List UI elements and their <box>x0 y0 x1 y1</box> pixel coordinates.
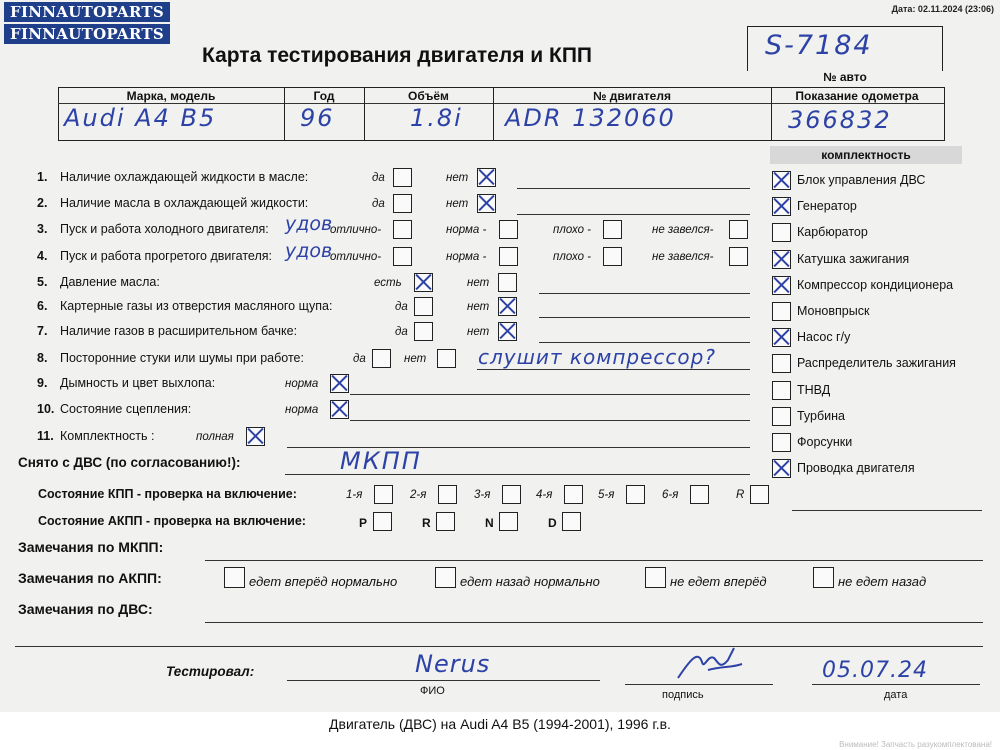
option-label: отлично- <box>330 224 382 236</box>
row-label: Наличие масла в охлаждающей жидкости: <box>60 196 309 210</box>
checkbox[interactable] <box>393 220 412 239</box>
checkbox[interactable] <box>437 349 456 368</box>
option-label: норма - <box>446 251 487 263</box>
date-line <box>812 684 980 685</box>
date-label: дата <box>884 689 908 701</box>
checkbox[interactable] <box>729 220 748 239</box>
checkbox[interactable] <box>603 247 622 266</box>
kit-checkbox[interactable] <box>772 459 791 478</box>
akpp-option-label: едет вперёд нормально <box>249 574 398 589</box>
note-line <box>350 394 750 395</box>
akpp-option-checkbox[interactable] <box>645 567 666 588</box>
engine-label: № двигателя <box>593 89 671 103</box>
option-label: нет <box>446 198 469 210</box>
kit-item-label: Карбюратор <box>797 225 868 240</box>
checkbox-checked[interactable] <box>498 322 517 341</box>
checkbox-checked[interactable] <box>330 374 349 393</box>
gear-checkbox[interactable] <box>438 485 457 504</box>
akpp-option-checkbox[interactable] <box>224 567 245 588</box>
car-number-label: № авто <box>823 70 867 84</box>
remarks-mkpp: Замечания по МКПП: <box>18 539 164 555</box>
gear-checkbox[interactable] <box>690 485 709 504</box>
kit-item-label: Катушка зажигания <box>797 251 910 266</box>
row-number: 4. <box>37 249 48 263</box>
kit-checkbox[interactable] <box>772 302 791 321</box>
handwritten-note: удов <box>285 213 333 235</box>
gear-label: N <box>485 516 494 530</box>
kit-checkbox[interactable] <box>772 250 791 269</box>
form-title: Карта тестирования двигателя и КПП <box>202 44 593 67</box>
option-label: норма <box>285 378 319 390</box>
year-label: Год <box>313 89 335 103</box>
watermark-logo-2: FINNAUTOPARTS <box>4 24 170 44</box>
akpp-label: Состояние АКПП - проверка на включение: <box>38 514 306 528</box>
option-label: нет <box>446 172 469 184</box>
checkbox[interactable] <box>393 168 412 187</box>
gear-label: R <box>736 489 745 501</box>
sign-line <box>625 684 773 685</box>
note-line <box>285 474 750 475</box>
row-number: 6. <box>37 299 48 313</box>
akpp-option-label: не едет назад <box>838 574 927 589</box>
gear-label: D <box>548 516 557 530</box>
gear-checkbox[interactable] <box>626 485 645 504</box>
checkbox[interactable] <box>372 349 391 368</box>
option-label: норма <box>285 404 319 416</box>
option-label: нет <box>467 277 490 289</box>
remarks-akpp: Замечания по АКПП: <box>18 570 162 586</box>
handwritten-note: слушит компрессор? <box>478 345 716 369</box>
row-number: 10. <box>37 402 55 416</box>
fio-label: ФИО <box>420 685 445 697</box>
kit-checkbox[interactable] <box>772 381 791 400</box>
signature-icon <box>668 640 748 685</box>
gear-checkbox[interactable] <box>750 485 769 504</box>
gear-label: P <box>359 516 368 530</box>
kit-checkbox[interactable] <box>772 223 791 242</box>
option-label: есть <box>374 277 402 289</box>
gear-checkbox[interactable] <box>374 485 393 504</box>
option-label: да <box>395 326 408 338</box>
footer-watermark: Внимание! Запчасть разукомплектована! <box>839 740 992 749</box>
note-line <box>15 646 983 647</box>
row-number: 8. <box>37 351 48 365</box>
kit-item-label: Моновпрыск <box>797 304 870 318</box>
row-label: Комплектность : <box>60 429 155 443</box>
option-label: плохо - <box>553 224 591 236</box>
gear-checkbox[interactable] <box>502 485 521 504</box>
row-label: Наличие охлаждающей жидкости в масле: <box>60 170 309 184</box>
watermark-logo: FINNAUTOPARTS <box>4 2 170 22</box>
row-label: Дымность и цвет выхлопа: <box>60 376 216 390</box>
checkbox[interactable] <box>603 220 622 239</box>
removed-value: МКПП <box>340 447 422 475</box>
volume-label: Объём <box>408 89 449 103</box>
kit-checkbox[interactable] <box>772 407 791 426</box>
row-label: Состояние сцепления: <box>60 402 192 416</box>
capture-date: Дата: 02.11.2024 (23:06) <box>891 4 994 14</box>
option-label: норма - <box>446 224 487 236</box>
note-line <box>517 188 750 189</box>
image-caption: Двигатель (ДВС) на Audi A4 B5 (1994-2001), 1996 г.в. <box>329 716 671 732</box>
gear-label: 2-я <box>410 489 427 501</box>
option-label: нет <box>467 301 490 313</box>
row-number: 2. <box>37 196 48 210</box>
sign-label: подпись <box>662 689 704 701</box>
car-number-handwritten: S-7184 <box>765 30 873 61</box>
kit-header: комплектность <box>770 146 962 164</box>
row-number: 9. <box>37 376 48 390</box>
gear-label: 5-я <box>598 489 615 501</box>
row-number: 11. <box>37 429 54 443</box>
checkbox-checked[interactable] <box>498 297 517 316</box>
note-line <box>517 214 750 215</box>
note-line <box>539 293 750 294</box>
checkbox[interactable] <box>729 247 748 266</box>
kit-checkbox[interactable] <box>772 433 791 452</box>
checkbox[interactable] <box>499 247 518 266</box>
checkbox[interactable] <box>499 220 518 239</box>
option-label: плохо - <box>553 251 591 263</box>
akpp-option-checkbox[interactable] <box>813 567 834 588</box>
kit-item-label: Турбина <box>797 408 845 423</box>
row-label: Наличие газов в расширительном бачке: <box>60 324 298 338</box>
tested-label: Тестировал: <box>166 664 255 679</box>
note-line <box>205 560 983 561</box>
note-line <box>792 510 982 511</box>
kit-checkbox[interactable] <box>772 276 791 295</box>
gear-label: 3-я <box>474 489 491 501</box>
note-line <box>350 420 750 421</box>
odometer-label: Показание одометра <box>795 89 919 103</box>
option-label: да <box>353 353 366 365</box>
kit-checkbox[interactable] <box>772 354 791 373</box>
option-label: не завелся- <box>652 224 714 236</box>
option-label: полная <box>196 431 234 443</box>
handwritten-note: удов <box>285 240 333 262</box>
checkbox[interactable] <box>414 297 433 316</box>
option-label: да <box>372 198 385 210</box>
kpp-label: Состояние КПП - проверка на включение: <box>38 487 297 501</box>
checkbox-checked[interactable] <box>414 273 433 292</box>
make-value: Audi A4 B5 <box>64 104 217 132</box>
kit-checkbox[interactable] <box>772 328 791 347</box>
engine-number-value: ADR 132060 <box>505 104 676 132</box>
gear-checkbox[interactable] <box>564 485 583 504</box>
kit-checkbox[interactable] <box>772 197 791 216</box>
checkbox-checked[interactable] <box>246 427 265 446</box>
note-line <box>205 622 983 623</box>
checkbox[interactable] <box>393 247 412 266</box>
gear-label: 1-я <box>346 489 363 501</box>
option-label: да <box>395 301 408 313</box>
odometer-value: 366832 <box>788 106 892 134</box>
checkbox-checked[interactable] <box>477 168 496 187</box>
akpp-option-checkbox[interactable] <box>435 567 456 588</box>
checkbox[interactable] <box>393 194 412 213</box>
checkbox[interactable] <box>498 273 517 292</box>
option-label: да <box>372 172 385 184</box>
akpp-option-label: едет назад нормально <box>460 574 600 589</box>
gear-checkbox[interactable] <box>373 512 392 531</box>
option-label: отлично- <box>330 251 382 263</box>
row-label: Картерные газы из отверстия масляного щупа: <box>60 299 333 313</box>
kit-item-label: Генератор <box>797 199 857 214</box>
row-label: Пуск и работа прогретого двигателя: <box>60 249 272 263</box>
note-line <box>539 317 750 318</box>
make-label: Марка, модель <box>126 89 216 103</box>
fio-line <box>287 680 600 681</box>
option-label: нет <box>404 353 427 365</box>
row-label: Посторонние стуки или шумы при работе: <box>60 351 304 365</box>
row-label: Давление масла: <box>60 275 160 289</box>
kit-item-label: Блок управления ДВС <box>797 173 926 187</box>
volume-value: 1.8i <box>410 104 463 132</box>
removed-label: Снято с ДВС (по согласованию!): <box>18 455 241 470</box>
kit-item-label: Проводка двигателя <box>797 461 915 476</box>
tester-name: Nerus <box>415 650 491 678</box>
note-line <box>477 369 750 370</box>
option-label: нет <box>467 326 490 338</box>
row-number: 7. <box>37 324 48 338</box>
gear-checkbox[interactable] <box>436 512 455 531</box>
akpp-option-label: не едет вперёд <box>670 574 767 589</box>
checkbox[interactable] <box>414 322 433 341</box>
kit-item-label: Компрессор кондиционера <box>797 277 954 292</box>
option-label: не завелся- <box>652 251 714 263</box>
kit-item-label: ТНВД <box>797 382 831 397</box>
row-number: 3. <box>37 222 48 236</box>
note-line <box>539 342 750 343</box>
row-number: 5. <box>37 275 48 289</box>
kit-item-label: Насос г/у <box>797 330 851 345</box>
kit-item-label: Распределитель зажигания <box>797 356 956 371</box>
test-date: 05.07.24 <box>822 658 928 683</box>
checkbox-checked[interactable] <box>330 400 349 419</box>
gear-label: 4-я <box>536 489 553 501</box>
year-value: 96 <box>300 104 335 132</box>
kit-checkbox[interactable] <box>772 171 791 190</box>
gear-checkbox[interactable] <box>499 512 518 531</box>
remarks-dvs: Замечания по ДВС: <box>18 601 153 617</box>
gear-checkbox[interactable] <box>562 512 581 531</box>
checkbox-checked[interactable] <box>477 194 496 213</box>
row-number: 1. <box>37 170 48 184</box>
gear-label: 6-я <box>662 489 679 501</box>
kit-item-label: Форсунки <box>797 435 853 449</box>
row-label: Пуск и работа холодного двигателя: <box>60 222 269 236</box>
gear-label: R <box>422 516 431 530</box>
